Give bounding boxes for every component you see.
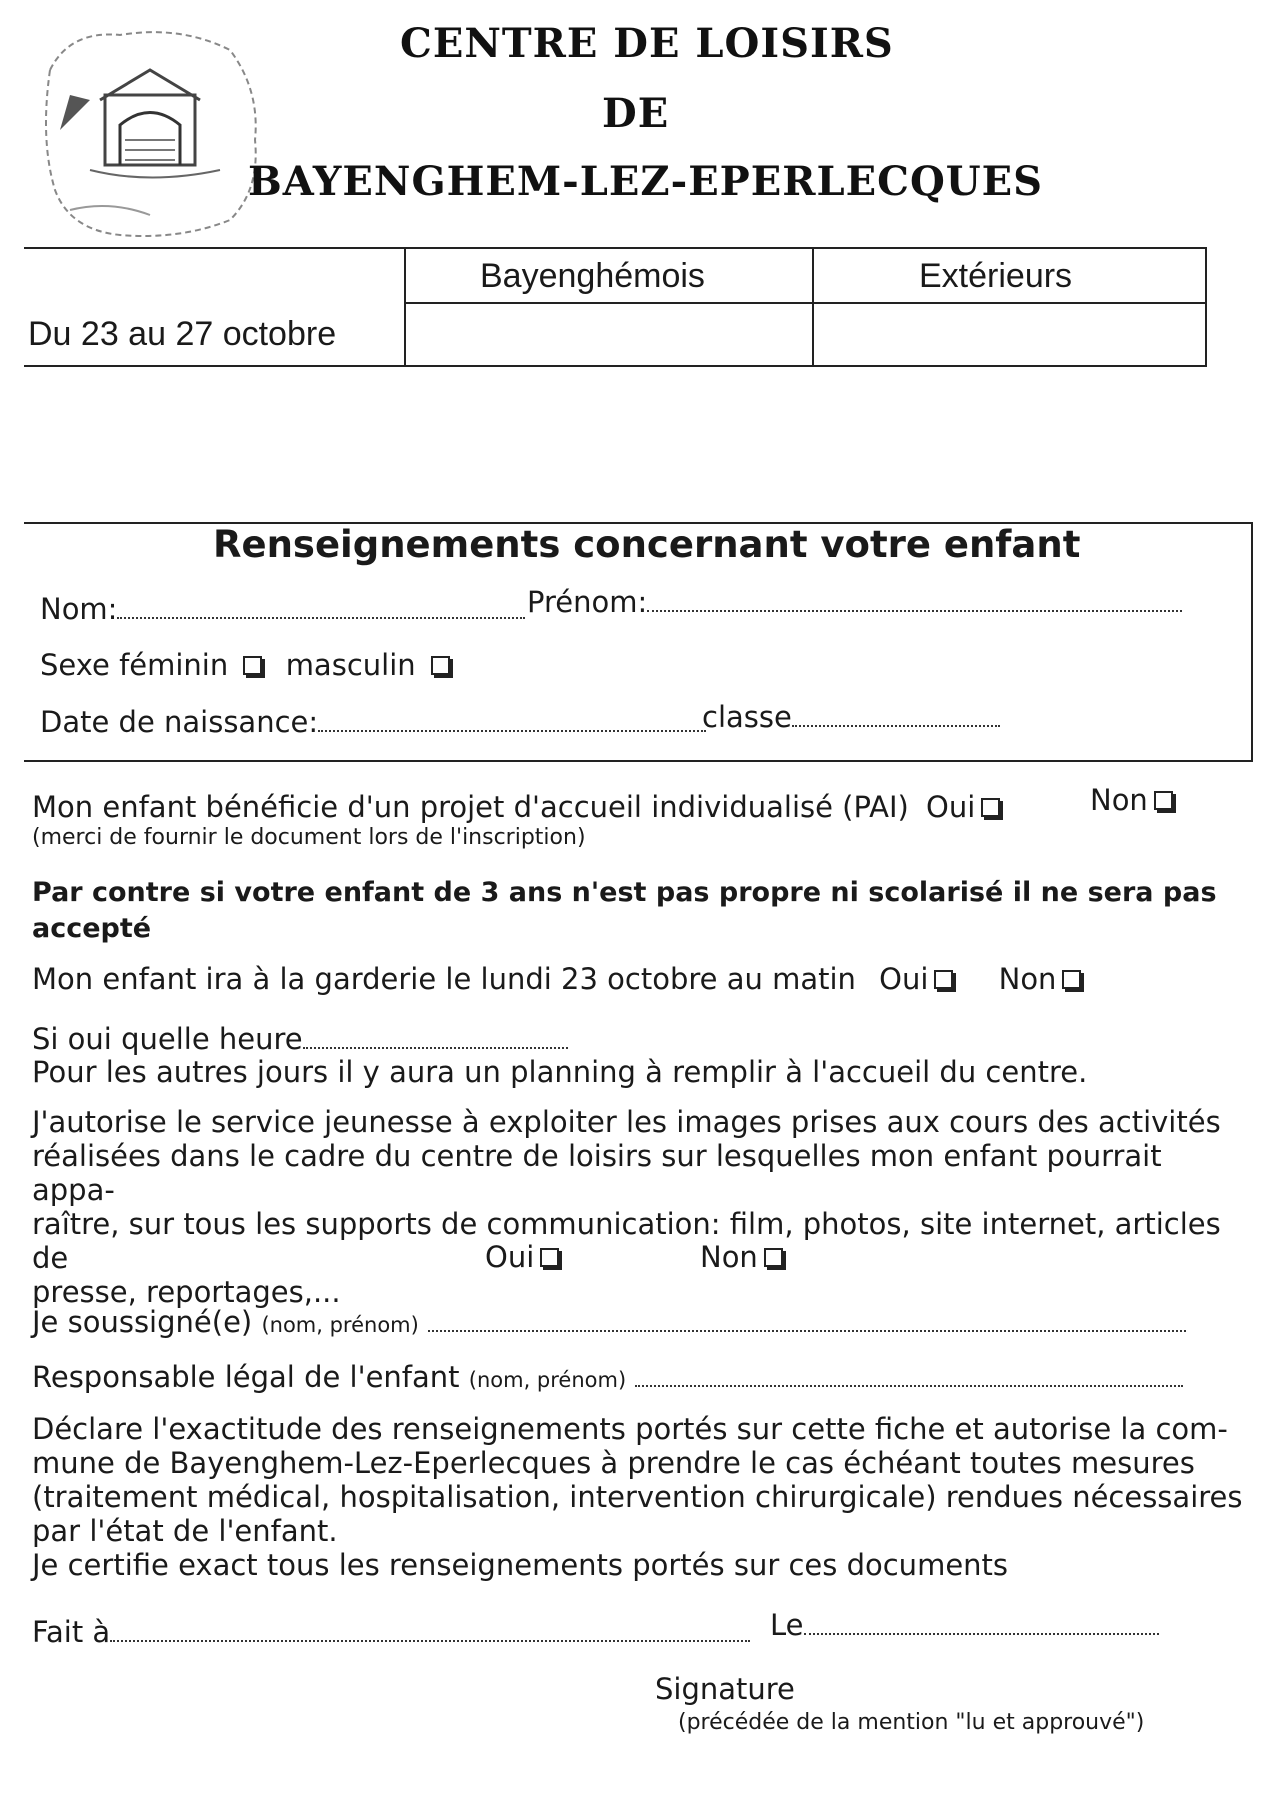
heure-label: Si oui quelle heure bbox=[32, 1022, 303, 1056]
sexe-row bbox=[40, 648, 450, 682]
period-table bbox=[24, 247, 1207, 367]
nom-label: Nom: bbox=[40, 592, 118, 626]
sexe-masculin-label: masculin bbox=[285, 648, 416, 682]
pai-oui-checkbox[interactable] bbox=[981, 798, 1000, 817]
fait-a-field[interactable] bbox=[32, 1615, 750, 1649]
date-naissance-field[interactable] bbox=[40, 705, 706, 739]
header-title-line2: DE bbox=[602, 90, 670, 137]
image-rights-line4: presse, reportages,... bbox=[32, 1275, 341, 1309]
image-rights-oui-checkbox[interactable] bbox=[540, 1248, 559, 1267]
garderie-non-checkbox[interactable] bbox=[1062, 970, 1081, 989]
table-header-bayenghemois: Bayenghémois bbox=[480, 257, 705, 295]
pai-non-checkbox[interactable] bbox=[1154, 791, 1173, 810]
table-header-exterieurs: Extérieurs bbox=[919, 257, 1073, 295]
responsable-field[interactable] bbox=[32, 1360, 1183, 1394]
pai-non-label: Non bbox=[1090, 783, 1148, 817]
soussigne-hint: (nom, prénom) bbox=[261, 1313, 419, 1337]
soussigne-label: Je soussigné(e) bbox=[32, 1305, 253, 1339]
responsable-label: Responsable légal de l'enfant bbox=[32, 1360, 460, 1394]
bayenghemois-checkbox-cell[interactable] bbox=[408, 306, 810, 364]
fait-a-label: Fait à bbox=[32, 1615, 111, 1649]
garderie-oui-label: Oui bbox=[879, 962, 929, 996]
image-rights-line2: réalisées dans le cadre du centre de loisirs sur lesquelles mon enfant pourrait appa- bbox=[32, 1139, 1162, 1207]
date-naissance-label: Date de naissance: bbox=[40, 705, 319, 739]
image-rights-non-label: Non bbox=[700, 1240, 758, 1274]
planning-text: Pour les autres jours il y aura un planning à remplir à l'accueil du centre. bbox=[32, 1055, 1088, 1089]
classe-field[interactable] bbox=[702, 700, 1000, 734]
image-rights-non-checkbox[interactable] bbox=[764, 1248, 783, 1267]
signature-note: (précédée de la mention "lu et approuvé") bbox=[678, 1710, 1145, 1735]
image-rights-non bbox=[700, 1240, 783, 1274]
pai-oui-label: Oui bbox=[926, 790, 976, 824]
child-info-heading: Renseignements concernant votre enfant bbox=[213, 523, 1081, 566]
declaration-paragraph bbox=[32, 1412, 1252, 1582]
soussigne-field[interactable] bbox=[32, 1305, 1186, 1339]
declaration-line2: mune de Bayenghem-Lez-Eperlecques à prendre le cas échéant toutes mesures bbox=[32, 1446, 1195, 1480]
le-input-line[interactable] bbox=[804, 1629, 1159, 1635]
garderie-text: Mon enfant ira à la garderie le lundi 23 octobre au matin bbox=[32, 962, 856, 996]
header-title-line3: BAYENGHEM-LEZ-EPERLECQUES bbox=[248, 158, 1044, 205]
pai-non bbox=[1090, 783, 1173, 817]
garderie-non-label: Non bbox=[998, 962, 1057, 996]
fait-a-input-line[interactable] bbox=[110, 1636, 750, 1642]
image-rights-oui-label: Oui bbox=[485, 1240, 535, 1274]
table-row-dates: Du 23 au 27 octobre bbox=[28, 315, 337, 353]
classe-input-line[interactable] bbox=[792, 721, 1000, 727]
image-rights-paragraph bbox=[32, 1105, 1252, 1309]
date-naissance-input-line[interactable] bbox=[318, 726, 706, 732]
covered-bridge-logo-icon bbox=[30, 10, 270, 250]
header-title-line1: CENTRE DE LOISIRS bbox=[400, 20, 894, 67]
garderie-oui-checkbox[interactable] bbox=[934, 970, 953, 989]
pai-question bbox=[32, 790, 1000, 824]
declaration-line1: Déclare l'exactitude des renseignements portés sur cette fiche et autorise la com- bbox=[32, 1412, 1228, 1446]
feminin-checkbox[interactable] bbox=[243, 656, 262, 675]
exterieurs-checkbox-cell[interactable] bbox=[816, 306, 1204, 364]
responsable-input-line[interactable] bbox=[635, 1381, 1183, 1387]
image-rights-line1: J'autorise le service jeunesse à exploiter les images prises aux cours des activités bbox=[32, 1105, 1221, 1139]
le-field[interactable] bbox=[770, 1608, 1159, 1642]
warning-line2: accepté bbox=[32, 913, 152, 944]
nom-field[interactable] bbox=[40, 592, 525, 626]
prenom-input-line[interactable] bbox=[647, 606, 1182, 612]
pai-text: Mon enfant bénéficie d'un projet d'accueil individualisé (PAI) bbox=[32, 790, 909, 824]
le-label: Le bbox=[770, 1608, 804, 1642]
declaration-line3: (traitement médical, hospitalisation, intervention chirurgicale) rendues nécessaires bbox=[32, 1480, 1243, 1514]
responsable-hint: (nom, prénom) bbox=[468, 1368, 627, 1392]
image-rights-oui bbox=[485, 1240, 559, 1274]
signature-label: Signature bbox=[655, 1672, 795, 1706]
sexe-feminin-label: Sexe féminin bbox=[40, 648, 229, 682]
prenom-field[interactable] bbox=[527, 585, 1182, 619]
classe-label: classe bbox=[702, 700, 792, 734]
masculin-checkbox[interactable] bbox=[431, 656, 450, 675]
prenom-label: Prénom: bbox=[527, 585, 648, 619]
warning-line1: Par contre si votre enfant de 3 ans n'est pas propre ni scolarisé il ne sera pas bbox=[32, 877, 1217, 908]
declaration-line4: par l'état de l'enfant. bbox=[32, 1514, 338, 1548]
heure-field[interactable] bbox=[32, 1022, 568, 1056]
image-rights-line3: raître, sur tous les supports de communication: film, photos, site internet, articles de bbox=[32, 1207, 1221, 1275]
garderie-question bbox=[32, 962, 1081, 996]
soussigne-input-line[interactable] bbox=[428, 1326, 1186, 1332]
pai-note: (merci de fournir le document lors de l'inscription) bbox=[32, 825, 586, 850]
nom-input-line[interactable] bbox=[117, 613, 525, 619]
heure-input-line[interactable] bbox=[303, 1043, 568, 1049]
declaration-line5: Je certifie exact tous les renseignements portés sur ces documents bbox=[32, 1548, 1009, 1582]
